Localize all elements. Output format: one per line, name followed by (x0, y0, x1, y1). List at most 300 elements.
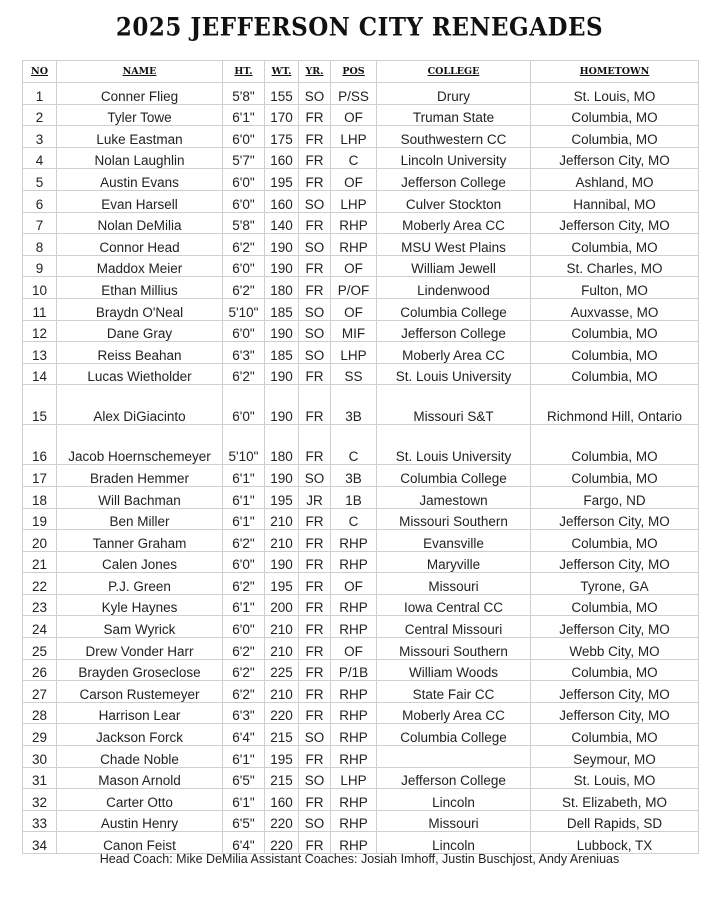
cell-name: Mason Arnold (57, 767, 223, 789)
cell-weight: 215 (265, 724, 299, 746)
cell-number: 5 (23, 169, 57, 191)
cell-position: RHP (331, 234, 377, 256)
cell-number: 32 (23, 789, 57, 811)
table-row (23, 342, 699, 364)
cell-hometown: Columbia, MO (531, 465, 699, 487)
cell-height: 6'1" (223, 486, 265, 508)
column-header-year: YR. (299, 61, 331, 83)
cell-name: Canon Feist (57, 832, 223, 854)
cell-college: Columbia College (377, 724, 531, 746)
cell-weight: 155 (265, 83, 299, 105)
cell-name: Tyler Towe (57, 104, 223, 126)
cell-number: 25 (23, 638, 57, 660)
cell-height: 6'0" (223, 255, 265, 277)
cell-college: State Fair CC (377, 681, 531, 703)
table-row (23, 126, 699, 148)
cell-name: Dane Gray (57, 320, 223, 342)
cell-number: 17 (23, 465, 57, 487)
cell-year: FR (299, 147, 331, 169)
table-row (23, 486, 699, 508)
cell-weight: 195 (265, 573, 299, 595)
cell-name: Chade Noble (57, 746, 223, 768)
table-row (23, 83, 699, 105)
cell-hometown: Seymour, MO (531, 746, 699, 768)
table-row (23, 659, 699, 681)
cell-number: 23 (23, 594, 57, 616)
cell-hometown: Columbia, MO (531, 659, 699, 681)
cell-college: Truman State (377, 104, 531, 126)
cell-position: RHP (331, 702, 377, 724)
cell-position: RHP (331, 681, 377, 703)
cell-college: Jefferson College (377, 767, 531, 789)
cell-number: 24 (23, 616, 57, 638)
cell-name: Reiss Beahan (57, 342, 223, 364)
cell-college: Southwestern CC (377, 126, 531, 148)
cell-hometown: St. Charles, MO (531, 255, 699, 277)
cell-hometown: Columbia, MO (531, 320, 699, 342)
column-header-position: POS (331, 61, 377, 83)
cell-college: Missouri (377, 573, 531, 595)
cell-weight: 190 (265, 320, 299, 342)
cell-weight: 220 (265, 810, 299, 832)
cell-number: 1 (23, 83, 57, 105)
table-row (23, 169, 699, 191)
cell-name: Alex DiGiacinto (57, 385, 223, 425)
cell-year: FR (299, 277, 331, 299)
table-row (23, 212, 699, 234)
cell-hometown: Columbia, MO (531, 425, 699, 465)
table-row (23, 234, 699, 256)
cell-height: 6'1" (223, 508, 265, 530)
cell-year: SO (299, 320, 331, 342)
cell-name: Lucas Wietholder (57, 363, 223, 385)
cell-height: 6'1" (223, 746, 265, 768)
cell-number: 28 (23, 702, 57, 724)
cell-year: FR (299, 126, 331, 148)
cell-name: Austin Henry (57, 810, 223, 832)
cell-name: P.J. Green (57, 573, 223, 595)
cell-weight: 185 (265, 298, 299, 320)
table-row (23, 767, 699, 789)
cell-college: Maryville (377, 551, 531, 573)
cell-college: Columbia College (377, 465, 531, 487)
cell-year: SO (299, 190, 331, 212)
cell-year: FR (299, 746, 331, 768)
cell-position: C (331, 147, 377, 169)
cell-hometown: Jefferson City, MO (531, 212, 699, 234)
cell-college: St. Louis University (377, 363, 531, 385)
cell-number: 29 (23, 724, 57, 746)
cell-height: 6'1" (223, 465, 265, 487)
cell-year: SO (299, 234, 331, 256)
cell-college: Moberly Area CC (377, 212, 531, 234)
cell-height: 6'0" (223, 385, 265, 425)
column-header-no: NO (23, 61, 57, 83)
cell-weight: 210 (265, 530, 299, 552)
cell-position: OF (331, 169, 377, 191)
cell-name: Jacob Hoernschemeyer (57, 425, 223, 465)
cell-year: FR (299, 530, 331, 552)
header-row (23, 61, 699, 83)
cell-college: Columbia College (377, 298, 531, 320)
cell-hometown: Webb City, MO (531, 638, 699, 660)
cell-name: Jackson Forck (57, 724, 223, 746)
table-row (23, 277, 699, 299)
cell-number: 9 (23, 255, 57, 277)
cell-name: Sam Wyrick (57, 616, 223, 638)
cell-year: SO (299, 298, 331, 320)
cell-position: OF (331, 573, 377, 595)
cell-number: 10 (23, 277, 57, 299)
cell-college: MSU West Plains (377, 234, 531, 256)
table-row (23, 789, 699, 811)
table-row (23, 573, 699, 595)
cell-height: 6'0" (223, 320, 265, 342)
cell-weight: 190 (265, 385, 299, 425)
cell-hometown: Columbia, MO (531, 594, 699, 616)
cell-number: 15 (23, 385, 57, 425)
cell-hometown: Tyrone, GA (531, 573, 699, 595)
cell-number: 34 (23, 832, 57, 854)
table-row (23, 810, 699, 832)
cell-height: 5'10" (223, 425, 265, 465)
cell-name: Will Bachman (57, 486, 223, 508)
cell-height: 5'8" (223, 212, 265, 234)
cell-hometown: St. Louis, MO (531, 767, 699, 789)
cell-hometown: Columbia, MO (531, 342, 699, 364)
cell-year: FR (299, 212, 331, 234)
cell-number: 18 (23, 486, 57, 508)
cell-weight: 225 (265, 659, 299, 681)
cell-height: 6'5" (223, 810, 265, 832)
cell-weight: 210 (265, 616, 299, 638)
cell-number: 31 (23, 767, 57, 789)
cell-hometown: Hannibal, MO (531, 190, 699, 212)
table-row (23, 530, 699, 552)
cell-year: FR (299, 169, 331, 191)
cell-college: Missouri Southern (377, 638, 531, 660)
cell-position: OF (331, 638, 377, 660)
cell-name: Harrison Lear (57, 702, 223, 724)
cell-weight: 210 (265, 638, 299, 660)
cell-position: RHP (331, 212, 377, 234)
cell-number: 19 (23, 508, 57, 530)
cell-hometown: St. Louis, MO (531, 83, 699, 105)
cell-weight: 180 (265, 277, 299, 299)
cell-weight: 190 (265, 234, 299, 256)
cell-height: 6'2" (223, 681, 265, 703)
cell-weight: 195 (265, 169, 299, 191)
cell-hometown: Ashland, MO (531, 169, 699, 191)
cell-weight: 190 (265, 363, 299, 385)
column-header-college: COLLEGE (377, 61, 531, 83)
cell-weight: 220 (265, 832, 299, 854)
table-row (23, 320, 699, 342)
roster-body (23, 83, 699, 854)
cell-hometown: St. Elizabeth, MO (531, 789, 699, 811)
cell-hometown: Auxvasse, MO (531, 298, 699, 320)
cell-number: 2 (23, 104, 57, 126)
cell-position: SS (331, 363, 377, 385)
cell-hometown: Jefferson City, MO (531, 147, 699, 169)
cell-position: LHP (331, 767, 377, 789)
cell-college: Jamestown (377, 486, 531, 508)
cell-position: RHP (331, 746, 377, 768)
cell-weight: 200 (265, 594, 299, 616)
cell-name: Evan Harsell (57, 190, 223, 212)
cell-weight: 195 (265, 746, 299, 768)
cell-hometown: Jefferson City, MO (531, 681, 699, 703)
cell-year: FR (299, 363, 331, 385)
cell-college: Missouri S&T (377, 385, 531, 425)
cell-number: 33 (23, 810, 57, 832)
cell-number: 16 (23, 425, 57, 465)
cell-name: Tanner Graham (57, 530, 223, 552)
cell-weight: 160 (265, 147, 299, 169)
cell-hometown: Dell Rapids, SD (531, 810, 699, 832)
cell-year: FR (299, 638, 331, 660)
cell-weight: 160 (265, 789, 299, 811)
cell-position: RHP (331, 832, 377, 854)
cell-position: P/OF (331, 277, 377, 299)
cell-name: Braden Hemmer (57, 465, 223, 487)
cell-year: FR (299, 702, 331, 724)
cell-height: 6'0" (223, 551, 265, 573)
cell-year: FR (299, 573, 331, 595)
cell-hometown: Jefferson City, MO (531, 702, 699, 724)
cell-college: St. Louis University (377, 425, 531, 465)
cell-name: Braydn O'Neal (57, 298, 223, 320)
cell-year: SO (299, 465, 331, 487)
cell-position: 3B (331, 465, 377, 487)
cell-college: Missouri (377, 810, 531, 832)
cell-position: RHP (331, 594, 377, 616)
cell-name: Brayden Groseclose (57, 659, 223, 681)
cell-name: Nolan Laughlin (57, 147, 223, 169)
cell-number: 22 (23, 573, 57, 595)
cell-height: 6'1" (223, 789, 265, 811)
cell-weight: 175 (265, 126, 299, 148)
cell-position: LHP (331, 190, 377, 212)
cell-height: 6'4" (223, 724, 265, 746)
cell-college: Moberly Area CC (377, 342, 531, 364)
cell-college: Central Missouri (377, 616, 531, 638)
table-row (23, 147, 699, 169)
cell-height: 6'3" (223, 702, 265, 724)
cell-year: FR (299, 659, 331, 681)
page-title: 2025 JEFFERSON CITY RENEGADES (115, 12, 604, 43)
table-row (23, 190, 699, 212)
cell-height: 6'0" (223, 190, 265, 212)
cell-weight: 210 (265, 681, 299, 703)
roster-table (22, 60, 699, 854)
cell-hometown: Fulton, MO (531, 277, 699, 299)
cell-position: OF (331, 104, 377, 126)
cell-height: 5'7" (223, 147, 265, 169)
cell-position: MIF (331, 320, 377, 342)
cell-year: SO (299, 810, 331, 832)
cell-name: Luke Eastman (57, 126, 223, 148)
cell-height: 6'2" (223, 573, 265, 595)
cell-position: RHP (331, 530, 377, 552)
cell-height: 6'2" (223, 363, 265, 385)
cell-hometown: Columbia, MO (531, 234, 699, 256)
cell-position: C (331, 508, 377, 530)
cell-position: OF (331, 255, 377, 277)
cell-number: 4 (23, 147, 57, 169)
cell-weight: 220 (265, 702, 299, 724)
cell-college: Lincoln (377, 789, 531, 811)
cell-position: 1B (331, 486, 377, 508)
table-row (23, 298, 699, 320)
cell-name: Austin Evans (57, 169, 223, 191)
cell-year: JR (299, 486, 331, 508)
cell-number: 20 (23, 530, 57, 552)
cell-position: RHP (331, 810, 377, 832)
table-row (23, 385, 699, 425)
cell-position: LHP (331, 126, 377, 148)
cell-height: 6'0" (223, 126, 265, 148)
column-header-height: HT. (223, 61, 265, 83)
table-row (23, 681, 699, 703)
cell-weight: 140 (265, 212, 299, 234)
cell-number: 11 (23, 298, 57, 320)
cell-year: FR (299, 616, 331, 638)
cell-college: Drury (377, 83, 531, 105)
cell-weight: 180 (265, 425, 299, 465)
table-row (23, 508, 699, 530)
cell-number: 13 (23, 342, 57, 364)
table-row (23, 746, 699, 768)
cell-weight: 190 (265, 465, 299, 487)
column-header-hometown: HOMETOWN (531, 61, 699, 83)
cell-name: Connor Head (57, 234, 223, 256)
table-row (23, 832, 699, 854)
cell-college: Jefferson College (377, 320, 531, 342)
cell-position: RHP (331, 724, 377, 746)
cell-position: 3B (331, 385, 377, 425)
cell-position: OF (331, 298, 377, 320)
cell-height: 6'0" (223, 169, 265, 191)
cell-name: Drew Vonder Harr (57, 638, 223, 660)
cell-position: LHP (331, 342, 377, 364)
column-header-name: NAME (57, 61, 223, 83)
cell-position: RHP (331, 616, 377, 638)
table-row (23, 425, 699, 465)
cell-height: 6'1" (223, 104, 265, 126)
cell-weight: 190 (265, 551, 299, 573)
cell-height: 6'3" (223, 342, 265, 364)
cell-number: 7 (23, 212, 57, 234)
cell-height: 6'2" (223, 530, 265, 552)
cell-hometown: Jefferson City, MO (531, 551, 699, 573)
table-row (23, 594, 699, 616)
coaches-footer: Head Coach: Mike DeMilia Assistant Coaches: Josiah Imhoff, Justin Buschjost, Andy Areniuas (99, 852, 620, 866)
cell-college: Lincoln (377, 832, 531, 854)
table-row (23, 638, 699, 660)
cell-year: SO (299, 83, 331, 105)
cell-college: Iowa Central CC (377, 594, 531, 616)
cell-college: William Jewell (377, 255, 531, 277)
cell-hometown: Columbia, MO (531, 724, 699, 746)
cell-year: FR (299, 425, 331, 465)
cell-position: P/1B (331, 659, 377, 681)
cell-hometown: Columbia, MO (531, 126, 699, 148)
table-row (23, 363, 699, 385)
cell-number: 27 (23, 681, 57, 703)
cell-height: 6'1" (223, 594, 265, 616)
cell-college: Jefferson College (377, 169, 531, 191)
table-row (23, 702, 699, 724)
cell-year: FR (299, 385, 331, 425)
cell-college: Lindenwood (377, 277, 531, 299)
cell-hometown: Columbia, MO (531, 363, 699, 385)
cell-number: 26 (23, 659, 57, 681)
cell-height: 6'2" (223, 277, 265, 299)
cell-college: Moberly Area CC (377, 702, 531, 724)
cell-weight: 215 (265, 767, 299, 789)
cell-height: 5'8" (223, 83, 265, 105)
cell-name: Kyle Haynes (57, 594, 223, 616)
cell-number: 12 (23, 320, 57, 342)
cell-college (377, 746, 531, 768)
cell-name: Nolan DeMilia (57, 212, 223, 234)
cell-hometown: Fargo, ND (531, 486, 699, 508)
table-row (23, 465, 699, 487)
cell-college: Lincoln University (377, 147, 531, 169)
cell-hometown: Lubbock, TX (531, 832, 699, 854)
cell-weight: 160 (265, 190, 299, 212)
cell-weight: 185 (265, 342, 299, 364)
cell-college: Evansville (377, 530, 531, 552)
cell-height: 6'0" (223, 616, 265, 638)
cell-hometown: Jefferson City, MO (531, 616, 699, 638)
cell-year: FR (299, 255, 331, 277)
cell-year: FR (299, 551, 331, 573)
cell-number: 14 (23, 363, 57, 385)
cell-year: FR (299, 594, 331, 616)
cell-name: Carter Otto (57, 789, 223, 811)
table-row (23, 724, 699, 746)
cell-height: 6'2" (223, 234, 265, 256)
cell-weight: 210 (265, 508, 299, 530)
cell-hometown: Richmond Hill, Ontario (531, 385, 699, 425)
cell-height: 5'10" (223, 298, 265, 320)
cell-weight: 170 (265, 104, 299, 126)
cell-college: Culver Stockton (377, 190, 531, 212)
cell-year: SO (299, 342, 331, 364)
column-header-weight: WT. (265, 61, 299, 83)
cell-position: RHP (331, 789, 377, 811)
table-row (23, 551, 699, 573)
cell-year: FR (299, 681, 331, 703)
cell-height: 6'5" (223, 767, 265, 789)
cell-college: William Woods (377, 659, 531, 681)
cell-name: Ethan Millius (57, 277, 223, 299)
cell-hometown: Columbia, MO (531, 530, 699, 552)
cell-number: 21 (23, 551, 57, 573)
cell-year: SO (299, 724, 331, 746)
cell-height: 6'2" (223, 659, 265, 681)
cell-year: FR (299, 789, 331, 811)
cell-number: 30 (23, 746, 57, 768)
cell-year: FR (299, 508, 331, 530)
table-row (23, 104, 699, 126)
cell-name: Ben Miller (57, 508, 223, 530)
cell-weight: 190 (265, 255, 299, 277)
cell-height: 6'2" (223, 638, 265, 660)
cell-hometown: Columbia, MO (531, 104, 699, 126)
